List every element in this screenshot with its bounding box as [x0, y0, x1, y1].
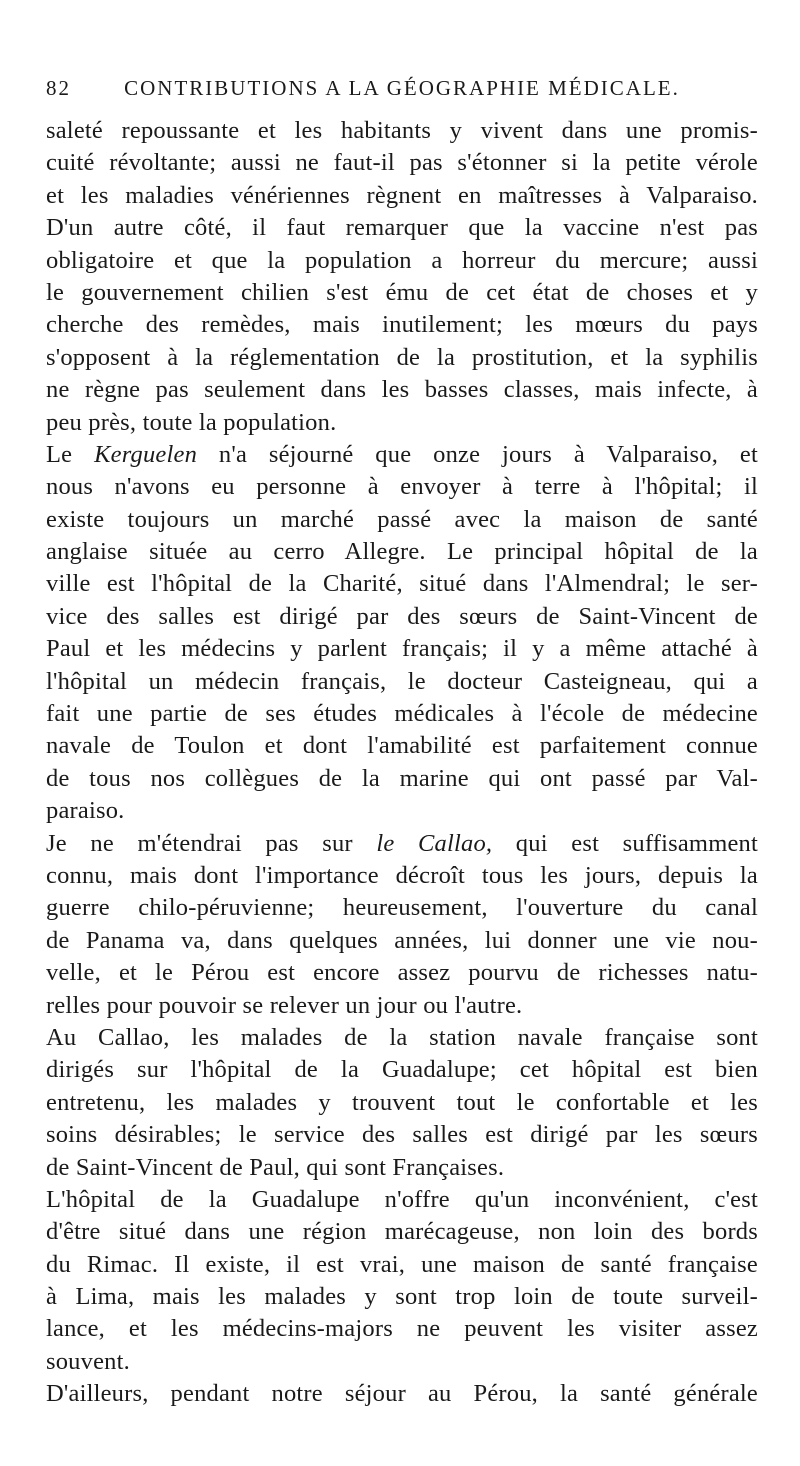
text-line: L'hôpital de la Guadalupe n'offre qu'un inconvénient, c'est [46, 1185, 758, 1213]
italic-term: Kerguelen [94, 440, 198, 468]
text-line: ville est l'hôpital de la Charité, situé dans l'Almendral; le ser- [46, 570, 758, 598]
text-line: l'hôpital un médecin français, le docteur Casteigneau, qui a [46, 667, 758, 695]
text-line [46, 439, 758, 471]
text-line: velle, et le Pérou est encore assez pourvu de richesses natu- [46, 959, 758, 987]
text-line: obligatoire et que la population a horreur du mercure; aussi [46, 246, 758, 274]
text-line: le gouvernement chilien s'est ému de cet état de choses et y [46, 278, 758, 306]
text-line: D'ailleurs, pendant notre séjour au Pérou, la santé générale [46, 1380, 758, 1408]
page-number: 82 [46, 76, 71, 100]
text-line: lance, et les médecins-majors ne peuvent les visiter assez [46, 1315, 758, 1343]
text-line: fait une partie de ses études médicales à l'école de médecine [46, 700, 758, 728]
text-line: soins désirables; le service des salles est dirigé par les sœurs [46, 1121, 758, 1149]
text-line: du Rimac. Il existe, il est vrai, une maison de santé française [46, 1250, 758, 1278]
text-line: ne règne pas seulement dans les basses classes, mais infecte, à [46, 376, 758, 404]
text-segment: n'a séjourné que onze jours à Valparaiso, et [197, 440, 758, 468]
text-line [46, 828, 758, 860]
text-line: saleté repoussante et les habitants y vivent dans une promis- [46, 117, 758, 144]
text-line: guerre chilo-péruvienne; heureusement, l'ouverture du canal [46, 894, 758, 922]
text-segment: qui est suffisamment [492, 829, 758, 857]
text-line: entretenu, les malades y trouvent tout le confortable et les [46, 1088, 758, 1116]
text-line: D'un autre côté, il faut remarquer que la vaccine n'est pas [46, 214, 758, 242]
text-line: nous n'avons eu personne à envoyer à terre à l'hôpital; il [46, 473, 758, 501]
text-line: navale de Toulon et dont l'amabilité est parfaitement connue [46, 732, 758, 760]
text-line: paraiso. [46, 797, 125, 825]
text-segment: Le [46, 440, 95, 468]
text-line: à Lima, mais les malades y sont trop loin de toute surveil- [46, 1283, 758, 1311]
body-text [46, 115, 758, 1411]
text-line: et les maladies vénériennes règnent en maîtresses à Valparaiso. [46, 181, 758, 209]
text-line: s'opposent à la réglementation de la prostitution, et la syphilis [46, 343, 758, 371]
text-line: connu, mais dont l'importance décroît tous les jours, depuis la [46, 861, 758, 889]
text-line: dirigés sur l'hôpital de la Guadalupe; cet hôpital est bien [46, 1056, 758, 1084]
text-line: souvent. [46, 1347, 130, 1375]
text-line: relles pour pouvoir se relever un jour ou l'autre. [46, 991, 523, 1019]
text-line: Au Callao, les malades de la station navale française sont [46, 1023, 758, 1051]
text-line: de Saint-Vincent de Paul, qui sont Françaises. [46, 1153, 505, 1181]
text-line: de Panama va, dans quelques années, lui donner une vie nou- [46, 926, 758, 954]
text-line: existe toujours un marché passé avec la maison de santé [46, 505, 758, 533]
text-segment: Je ne m'étendrai pas sur [46, 829, 377, 857]
text-line: cuité révoltante; aussi ne faut-il pas s'étonner si la petite vérole [46, 149, 758, 177]
italic-term: le Callao, [376, 829, 493, 857]
text-line: de tous nos collègues de la marine qui ont passé par Val- [46, 764, 758, 792]
text-line: cherche des remèdes, mais inutilement; les mœurs du pays [46, 311, 758, 339]
text-line: anglaise située au cerro Allegre. Le principal hôpital de la [46, 538, 758, 566]
running-title: CONTRIBUTIONS A LA GÉOGRAPHIE MÉDICALE. [124, 76, 680, 100]
text-line: peu près, toute la population. [46, 408, 337, 436]
running-header [46, 76, 758, 106]
text-line: Paul et les médecins y parlent français; il y a même attaché à [46, 635, 758, 663]
text-line: vice des salles est dirigé par des sœurs de Saint-Vincent de [46, 602, 758, 630]
text-line: d'être situé dans une région marécageuse, non loin des bords [46, 1218, 758, 1246]
